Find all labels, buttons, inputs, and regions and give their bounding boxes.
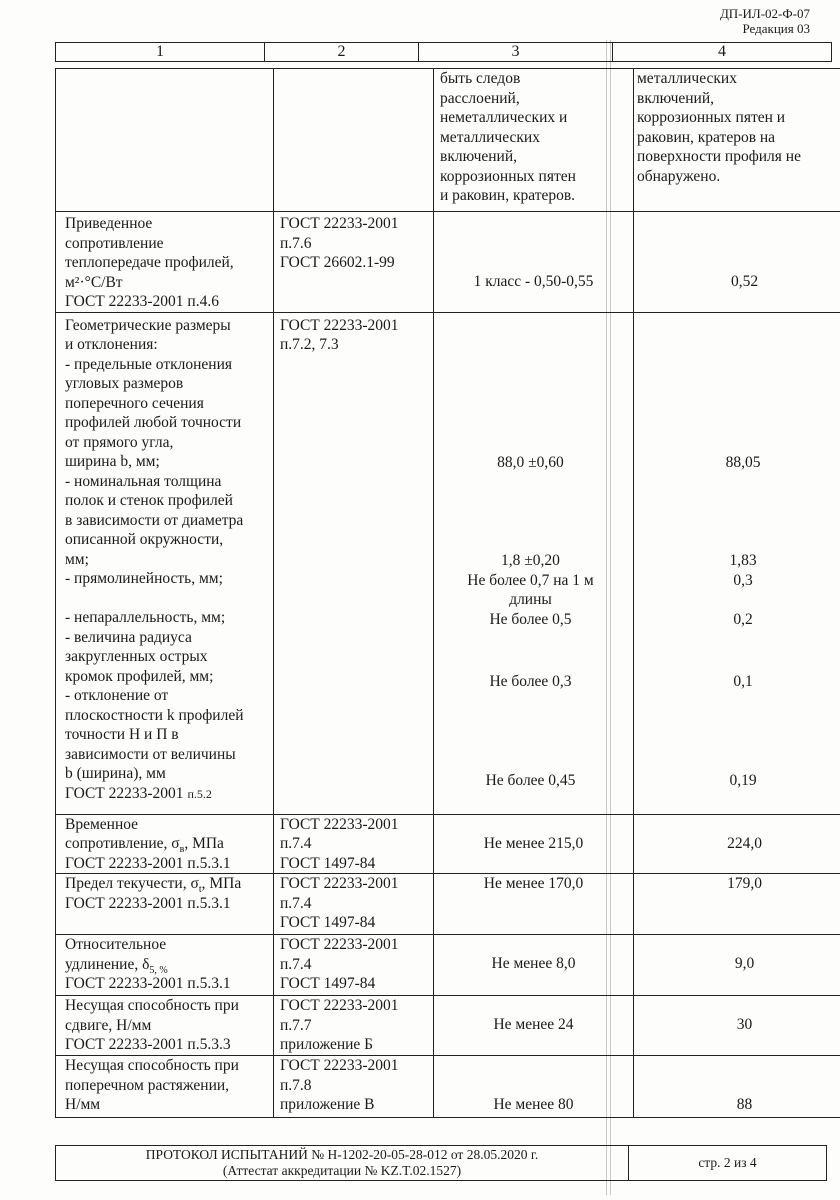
text-line: металлических [440, 128, 540, 146]
text-line: Несущая способность при [65, 997, 239, 1014]
text-line: включений, [440, 148, 518, 165]
text-line: сдвиге, Н/мм [65, 1016, 152, 1034]
result-value: 0,52 [730, 273, 759, 290]
result-cell [634, 312, 840, 814]
result-cell [634, 1056, 840, 1118]
text-line: теплопередаче профилей, [65, 254, 234, 271]
text-line: b (ширина), мм [65, 765, 166, 782]
text-fragment: , МПа [201, 875, 242, 892]
standard-ref [65, 784, 273, 805]
requirement-cell [434, 874, 634, 935]
standard-ref: ГОСТ 22233-2001 п.5.3.1 [65, 894, 231, 912]
text-line: плоскостности k профилей [65, 706, 244, 724]
requirement-value: Не менее 170,0 [483, 875, 584, 892]
protocol-info [56, 1146, 629, 1181]
result-value: 9,0 [734, 955, 755, 972]
text-line [65, 834, 273, 854]
document-code [720, 6, 810, 36]
requirement-value: длины [509, 590, 552, 608]
col-number-1: 1 [56, 43, 265, 62]
page-number: стр. 2 из 4 [629, 1146, 827, 1181]
col-number-4: 4 [613, 43, 832, 62]
text-line: п.7.6 [280, 234, 312, 252]
requirement-value: Не менее 8,0 [491, 955, 576, 972]
requirement-value: Не более 0,7 на 1 м [467, 571, 594, 589]
column-number-header [55, 42, 832, 62]
standard-ref-text: ГОСТ 22233-2001 [65, 784, 184, 802]
result-cell [634, 996, 840, 1056]
text-line: ГОСТ 1497-84 [280, 854, 376, 872]
table-row [56, 312, 840, 814]
table-row [56, 1056, 840, 1118]
text-line: зависимости от величины [65, 745, 236, 763]
table-row [56, 212, 840, 313]
text-line: металлических [637, 70, 737, 87]
result-cell [634, 874, 840, 935]
requirement-value: 88,0 ±0,60 [497, 453, 564, 471]
text-line: в зависимости от диаметра [65, 511, 244, 529]
col-number-2: 2 [265, 43, 419, 62]
text-line: включений, [637, 89, 715, 107]
text-line: и отклонения: [65, 336, 158, 353]
requirement-value: Не менее 215,0 [483, 834, 584, 852]
text-line: приложение В [280, 1096, 375, 1113]
standard-ref: ГОСТ 22233-2001 п.4.6 [65, 293, 219, 310]
text-fragment: удлинение, δ [65, 955, 150, 973]
text-line: точности Н и П в [65, 726, 179, 743]
result-value: 179,0 [727, 875, 762, 892]
text-line: раковин, кратеров на [637, 128, 776, 146]
requirement-cell [434, 996, 634, 1056]
text-line: неметаллических и [440, 109, 568, 126]
result-value: 88 [736, 1096, 753, 1113]
requirement-value: Не менее 24 [493, 1016, 574, 1033]
result-value: 88,05 [725, 453, 761, 471]
cell-empty [274, 69, 434, 212]
parameter-cell [56, 996, 274, 1056]
parameter-cell [56, 874, 274, 935]
text-line: приложение Б [280, 1036, 374, 1053]
result-value: 30 [736, 1016, 753, 1033]
requirement-cell [434, 814, 634, 874]
requirement-cell [434, 312, 634, 814]
text-line: поперечном растяжении, [65, 1076, 230, 1094]
text-line: полок и стенок профилей [65, 492, 233, 509]
text-line: ГОСТ 22233-2001 [280, 1057, 399, 1074]
text-line: коррозионных пятен [440, 167, 576, 185]
revision-text: Редакция 03 [742, 21, 810, 36]
text-line: ширина b, мм; [65, 453, 160, 470]
text-line: ГОСТ 22233-2001 [280, 936, 399, 953]
standard-ref-clause: п.5.2 [187, 786, 212, 801]
standard-ref: ГОСТ 22233-2001 п.5.3.1 [65, 854, 231, 872]
requirement-value: Не более 0,45 [485, 771, 576, 789]
text-line: Относительное [65, 936, 167, 953]
text-line: ГОСТ 22233-2001 [280, 875, 399, 892]
result-value: 0,2 [733, 610, 753, 628]
text-line: - прямолинейность, мм; [65, 570, 223, 587]
subscript: t [198, 884, 202, 896]
text-line: - предельные отклонения [65, 355, 233, 373]
text-line: п.7.4 [280, 955, 312, 973]
text-line: Временное [65, 815, 139, 833]
unit-text: м²·°С/Вт [65, 273, 123, 291]
parameter-cell [56, 1056, 274, 1118]
text-line: ГОСТ 22233-2001 [280, 815, 399, 833]
text-line: обнаружено. [637, 167, 721, 185]
result-value: 0,19 [729, 771, 757, 789]
text-line: п.7.4 [280, 894, 312, 912]
text-line: - номинальная толщина [65, 472, 222, 490]
table-row [56, 874, 840, 935]
text-line: ГОСТ 26602.1-99 [280, 254, 395, 271]
subscript: в [179, 844, 185, 856]
standard-ref: ГОСТ 22233-2001 п.5.3.1 [65, 975, 231, 992]
method-cell [274, 212, 434, 313]
doc-code-text: ДП-ИЛ-02-Ф-07 [719, 6, 810, 21]
requirement-cell [434, 212, 634, 313]
table-row [56, 814, 840, 874]
text-line [65, 874, 273, 894]
requirement-cell [434, 935, 634, 996]
result-cell [634, 69, 840, 212]
table-row [56, 996, 840, 1056]
method-cell [274, 874, 434, 935]
text-line: кромок профилей, мм; [65, 667, 214, 685]
text-line: и раковин, кратеров. [440, 187, 576, 204]
text-line: - величина радиуса [65, 628, 192, 646]
text-line: ГОСТ 22233-2001 [280, 316, 399, 334]
result-value: 1,83 [729, 551, 757, 569]
protocol-title: ПРОТОКОЛ ИСПЫТАНИЙ № Н-1202-20-05-28-012 от 28.05.2020 г. [145, 1147, 539, 1162]
text-line: ГОСТ 22233-2001 [280, 997, 399, 1014]
result-value: 0,3 [733, 571, 753, 589]
text-line: профилей любой точности [65, 414, 242, 431]
text-line: закругленных острых [65, 648, 208, 665]
text-line: от прямого угла, [65, 433, 174, 451]
text-line: п.7.7 [280, 1016, 312, 1034]
protocol-footer [55, 1145, 827, 1181]
method-cell [274, 996, 434, 1056]
accreditation-text: (Аттестат аккредитации № KZ.T.02.1527) [222, 1163, 462, 1178]
text-line: Н/мм [65, 1096, 101, 1113]
table-row [56, 69, 840, 212]
method-cell [274, 312, 434, 814]
text-line [65, 955, 273, 975]
method-cell [274, 814, 434, 874]
cell-empty [56, 69, 274, 212]
text-fragment: Предел текучести, σ [65, 875, 199, 892]
parameter-cell [56, 935, 274, 996]
requirement-value: Не менее 80 [493, 1096, 574, 1113]
text-line: ГОСТ 1497-84 [280, 975, 376, 992]
text-line [65, 589, 273, 609]
subscript: 5, % [149, 964, 168, 976]
table-row [56, 935, 840, 996]
result-cell [634, 935, 840, 996]
text-line: поперечного сечения [65, 394, 204, 412]
col-number-3: 3 [419, 43, 613, 62]
text-line: - отклонение от [65, 687, 169, 704]
text-line: ГОСТ 22233-2001 п.5.3.3 [65, 1036, 231, 1053]
text-line: ГОСТ 22233-2001 [280, 215, 399, 232]
parameter-cell [56, 814, 274, 874]
parameter-cell [56, 212, 274, 313]
result-value: 224,0 [727, 834, 762, 852]
text-line: угловых размеров [65, 375, 184, 392]
requirement-value: 1 класс - 0,50-0,55 [473, 273, 594, 290]
text-line: - непараллельность, мм; [65, 609, 226, 626]
method-cell [274, 935, 434, 996]
requirement-value: 1,8 ±0,20 [501, 551, 560, 569]
text-line: Геометрические размеры [65, 316, 231, 334]
requirement-value: Не более 0,5 [489, 610, 572, 628]
result-cell [634, 814, 840, 874]
test-results-table [55, 68, 840, 1118]
text-line: ГОСТ 1497-84 [280, 914, 376, 931]
text-line: Несущая способность при [65, 1057, 239, 1074]
text-line: расслоений, [440, 89, 520, 107]
text-line: описанной окружности, [65, 531, 224, 548]
text-line: коррозионных пятен и [637, 109, 786, 126]
text-fragment: , МПа [184, 835, 224, 852]
text-line: Приведенное [65, 215, 153, 232]
result-cell [634, 212, 840, 313]
text-line: п.7.2, 7.3 [280, 336, 339, 353]
text-line: п.7.4 [280, 835, 312, 852]
text-line: п.7.8 [280, 1076, 312, 1094]
result-value: 0,1 [733, 672, 753, 690]
text-line: мм; [65, 550, 89, 568]
requirement-value: Не более 0,3 [489, 672, 572, 690]
text-line: поверхности профиля не [637, 148, 801, 165]
text-line: быть следов [440, 70, 521, 87]
requirement-cell [434, 69, 634, 212]
parameter-cell [56, 312, 274, 814]
text-line: сопротивление [65, 234, 164, 252]
requirement-cell [434, 1056, 634, 1118]
text-fragment: сопротивление, σ [65, 835, 180, 852]
method-cell [274, 1056, 434, 1118]
